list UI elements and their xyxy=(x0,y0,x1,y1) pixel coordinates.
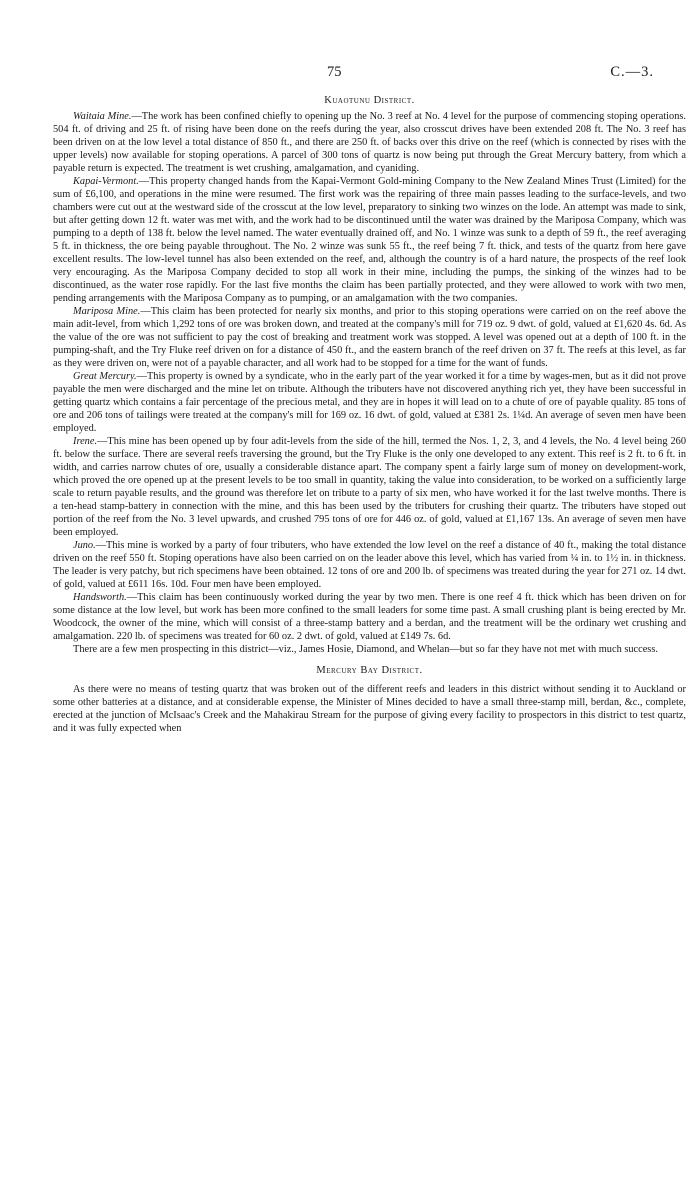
paragraph-text: —This mine has been opened up by four adit-levels from the side of the hill, termed the Nos. 1, 2, 3, and 4 levels, the No. 4 level being 260 ft. below the surface. There are several reefs traversing the ground, but the Try Fluke is the only one developed to any extent. This reef is 2 ft. to 6 ft. in width, and carries narrow chutes of ore, usually a considerable distance apart. The company spent a fairly large sum of money on development-work, which proved the ore opened up at the present levels to be too small in quantity, taking the value into consideration, to be worked on a sufficiently large scale to return payable results, and the ground was therefore let on tribute to a party of six men, who have worked it for the last twelve months. There is a ten-head stamp-battery in connection with the mine, and this has been used by the tributers for crushing their quartz. The tributers have stoped out portion of the reef from the No. 3 level upwards, and crushed 795 tons of ore for 446 oz. of gold, valued at £1,167 13s. An average of seven men have been employed. xyxy=(53,436,686,538)
paragraph-text: —This property changed hands from the Kapai-Vermont Gold-mining Company to the New Zealand Mines Trust (Limited) for the sum of £6,100, and operations in the mine were resumed. The first work was the repairing of three main passes leading to the surface-levels, and two chambers were cut out at the westward side of the crosscut at the low level, preparatory to sinking two winzes on the lode. An attempt was made to sink, but after getting down 12 ft. water was met with, and the work had to be discontinued until the water was drained by the Mariposa Company, which was pumping to a depth of 138 ft. below the level named. The water eventually drained off, and No. 1 winze was sunk to a depth of 59 ft., the reef averaging 5 ft. in thickness, the ore being payable throughout. The No. 2 winze was sunk 55 ft., the reef being 7 ft. thick, and tests of the quartz from here gave excellent results. The low-level tunnel has also been extended on the reef, and, although the country is of a hard nature, the prospects of the reef look very encouraging. As the Mariposa Company decided to stop all work in their mine, including the pumps, the sinking of the winzes had to be discontinued, as the water rose rapidly. For the last five months the claim has been partially protected, and they were allowed to work with two men, pending arrangements with the Mariposa Company as to pumping, or an amalgamation with the two companies. xyxy=(53,176,686,304)
paragraph-text: —This claim has been protected for nearly six months, and prior to this stoping operations were carried on on the reef above the main adit-level, from which 1,292 tons of ore was broken down, and treated at the company's mill for 719 oz. 9 dwt. of gold, valued at £1,620 4s. 6d. As the value of the ore was not sufficient to pay the cost of breaking and treatment work was stopped. A level was opened out at a depth of 100 ft. in the pumping-shaft, and the Try Fluke reef driven on for a distance of 450 ft., and the eastern branch of the reef driven on 37 ft. The reefs at this level, as far as they were driven on, were not of a payable character, and all work had to be stopped for a time for the want of funds. xyxy=(53,306,686,369)
paragraph-text: —This claim has been continuously worked during the year by two men. There is one reef 4 ft. thick which has been driven on for some distance at the low level, but work has been more confined to the small leaders for some time past. A small crushing plant is being erected by Mr. Woodcock, the owner of the mine, which will consist of a three-stamp battery and a berdan, and the treatment will be the ordinary wet crushing and amalgamation. 220 lb. of specimens was treated for 60 oz. 2 dwt. of gold, valued at £149 7s. 6d. xyxy=(53,592,686,642)
mine-title: Great Mercury. xyxy=(73,371,137,382)
paragraph-great-mercury xyxy=(53,370,686,435)
mine-title: Juno. xyxy=(73,540,96,551)
paragraph-text: —This mine is worked by a party of four tributers, who have extended the low level on the reef a distance of 40 ft., making the total distance driven on the reef 550 ft. Stoping operations have also been carried on on the leader above this level, which has varied from ¼ in. to 1½ in. in thickness. The leader is very patchy, but rich specimens have been obtained. 12 tons of ore and 200 lb. of specimens was treated during the year for 271 oz. 14 dwt. of gold, valued at £611 16s. 10d. Four men have been employed. xyxy=(53,540,686,590)
paragraph-kapai-vermont xyxy=(53,175,686,305)
running-header xyxy=(0,64,700,80)
mine-title: Irene. xyxy=(73,436,98,447)
paragraph-juno xyxy=(53,539,686,591)
paragraph-handsworth xyxy=(53,591,686,643)
page-number: 75 xyxy=(327,64,342,80)
mine-title: Waitaia Mine. xyxy=(73,111,132,122)
paragraph-text: —The work has been confined chiefly to opening up the No. 3 reef at No. 4 level for the purpose of commencing stoping operations. 504 ft. of driving and 25 ft. of rising have been done on the reefs during the year, also crosscut drives have been extended 208 ft. The No. 3 reef has been driven on at the low level a total distance of 850 ft., and there are 250 ft. of backs over this drive on the reef (which is connected by rises with the upper levels) now available for stoping operations. A parcel of 300 tons of quartz is now being put through the Great Mercury battery, from which a payable return is expected. The treatment is wet crushing, amalgamation, and cyaniding. xyxy=(53,111,686,174)
paragraph-mercury-bay xyxy=(53,683,686,735)
paragraph-waitaia-mine xyxy=(53,110,686,175)
body-text xyxy=(53,94,686,735)
section-heading-kuaotunu: Kuaotunu District. xyxy=(324,95,415,106)
paragraph-text: —This property is owned by a syndicate, who in the early part of the year worked it for a time by wages-men, but as it did not prove payable the men were discharged and the mine let on tribute. Although the tributers have not discovered anything rich yet, they have been successful in getting quartz which contains a fair percentage of the precious metal, and they are in hopes it will lead on to a chute of ore of payable quality. 85 tons of ore and 206 tons of tailings were treated at the company's mill for 169 oz. 16 dwt. of gold, valued at £381 2s. 1¼d. An average of seven men have been employed. xyxy=(53,371,686,434)
mine-title: Handsworth. xyxy=(73,592,127,603)
paragraph-prospecting xyxy=(53,643,686,656)
document-reference: C.—3. xyxy=(610,64,654,80)
section-heading-mercury-bay: Mercury Bay District. xyxy=(316,665,423,676)
mine-title: Mariposa Mine. xyxy=(73,306,141,317)
paragraph-mariposa-mine xyxy=(53,305,686,370)
mine-title: Kapai-Vermont. xyxy=(73,176,139,187)
paragraph-text: There are a few men prospecting in this district—viz., James Hosie, Diamond, and Whelan—but so far they have not met with much success. xyxy=(73,644,658,655)
paragraph-irene xyxy=(53,435,686,539)
paragraph-text: As there were no means of testing quartz that was broken out of the different reefs and leaders in this district without sending it to Auckland or some other batteries at a distance, and at considerable expense, the Minister of Mines decided to have a small three-stamp mill, berdan, &c., complete, erected at the junction of McIsaac's Creek and the Mahakirau Stream for the purpose of giving every facility to prospectors in this district to test quartz, and it was fully expected when xyxy=(53,684,686,734)
